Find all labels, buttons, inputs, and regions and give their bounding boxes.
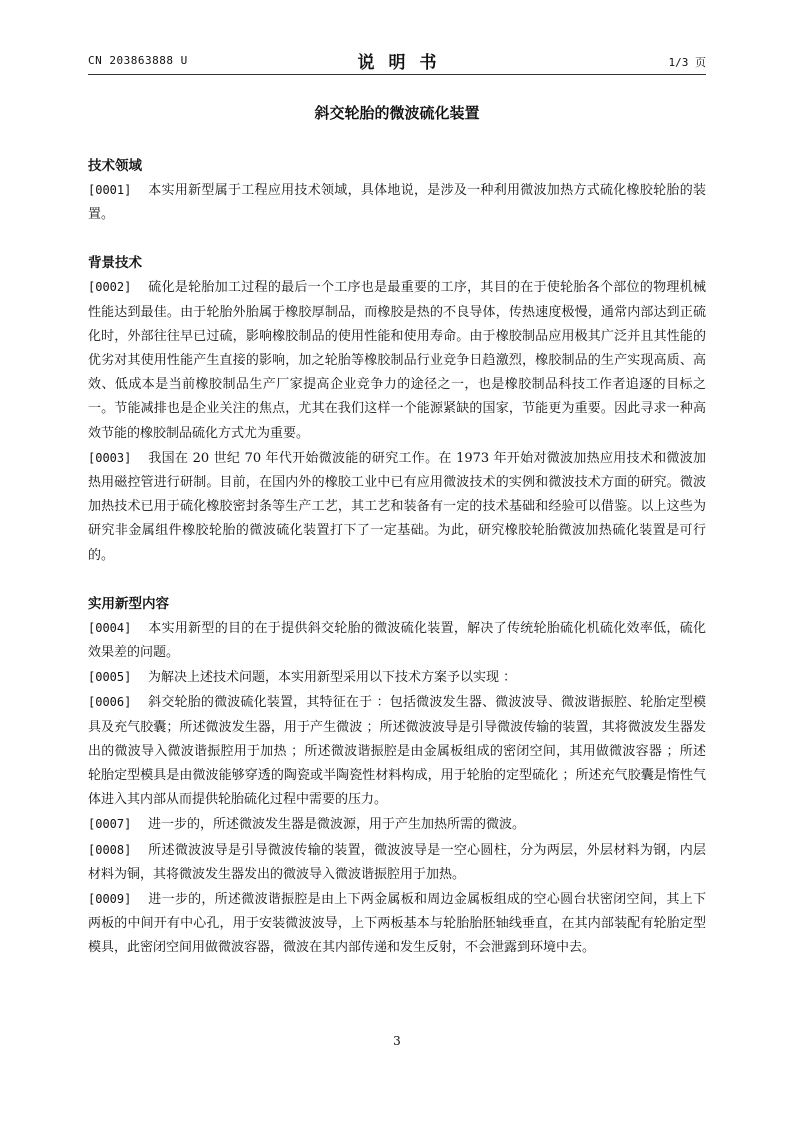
paragraph-text: 我国在 20 世纪 70 年代开始微波能的研究工作。在 1973 年开始对微波加热应用技术和微波加热用磁控管进行研制。目前，在国内外的橡胶工业中已有应用微波技术的实例和微波技术方面的研究。微波加热技术已用于硫化橡胶密封条等生产工艺，其工艺和装备有一定的技术基础和经验可以借鉴。以上这些为研究非金属组件橡胶轮胎的微波硫化装置打下了一定基础。为此，研究橡胶轮胎微波加热硫化装置是可行的。 [88,450,706,563]
paragraph-number: [0006] [88,695,132,710]
paragraph [88,887,706,961]
paragraph [88,838,706,887]
paragraph-number: [0007] [88,817,132,832]
paragraph [88,690,706,812]
paragraph-number: [0001] [88,183,132,197]
paragraph [88,446,706,568]
paragraph-number: [0008] [88,842,132,857]
paragraph-number: [0002] [88,280,132,295]
paragraph-number: [0003] [88,450,132,465]
page-indicator: 1/3 页 [668,56,706,69]
section-background [88,251,706,567]
paragraph-text: 进一步的，所述微波谐振腔是由上下两金属板和周边金属板组成的空心圆台状密闭空间，其上下两板的中间开有中心孔，用于安装微波波导，上下两板基本与轮胎胎胚轴线垂直，在其内部装配有轮胎定型模具，此密闭空间用做微波容器，微波在其内部传递和发生反射，不会泄露到环境中去。 [88,892,706,956]
paragraph-text: 硫化是轮胎加工过程的最后一个工序也是最重要的工序，其目的在于使轮胎各个部位的物理机械性能达到最佳。由于轮胎外胎属于橡胶厚制品，而橡胶是热的不良导体，传热速度极慢，通常内部达到正硫化时，外部往往早已过硫，影响橡胶制品的使用性能和使用寿命。由于橡胶制品应用极其广泛并且其性能的优劣对其使用性能产生直接的影响，加之轮胎等橡胶制品行业竞争日趋激烈，橡胶制品的生产实现高质、高效、低成本是当前橡胶制品生产厂家提高企业竞争力的途径之一，也是橡胶制品科技工作者追逐的目标之一。节能减排也是企业关注的焦点，尤其在我们这样一个能源紧缺的国家，节能更为重要。因此寻求一种高效节能的橡胶制品硫化方式尤为重要。 [88,280,706,441]
section-utility-model-content [88,592,706,961]
document-body [88,154,706,961]
paragraph-text: 本实用新型的目的在于提供斜交轮胎的微波硫化装置，解决了传统轮胎硫化机硫化效率低，硫化效果差的问题。 [88,620,706,661]
document-type: 说明书 [357,53,451,73]
paragraph-number: [0004] [88,620,132,635]
paragraph [88,275,706,445]
section-heading: 实用新型内容 [88,595,169,612]
header-divider [88,74,706,75]
page-header [88,48,706,72]
paragraph-number: [0009] [88,892,132,907]
section-heading: 背景技术 [88,255,142,272]
section-heading: 技术领域 [88,158,142,174]
paragraph [88,812,706,837]
paragraph-text: 本实用新型属于工程应用技术领域，具体地说，是涉及一种利用微波加热方式硫化橡胶轮胎的装置。 [88,183,706,223]
paragraph-text: 斜交轮胎的微波硫化装置，其特征在于 ：包括微波发生器、微波波导、微波谐振腔、轮胎定型模具及充气胶囊；所述微波发生器，用于产生微波 ；所述微波波导是引导微波传输的装置，其将微波发生器发出的微波导入微波谐振腔用于加热 ；所述微波谐振腔是由金属板组成的密闭空间，其用做微波容器 ；所述轮胎定型模具是由微波能够穿透的陶瓷或半陶瓷性材料构成，用于轮胎的定型硫化 ；所述充气胶囊是惰性气体进入其内部从而提供轮胎硫化过程中需要的压力。 [88,695,706,808]
paragraph-number: [0005] [88,670,132,685]
page-number: 3 [393,1034,401,1048]
paragraph-text: 为解决上述技术问题，本实用新型采用以下技术方案予以实现 ： [148,670,517,686]
patent-number: CN 203863888 U [88,54,188,67]
section-technical-field [88,154,706,227]
document-title: 斜交轮胎的微波硫化装置 [314,104,480,122]
paragraph [88,178,706,227]
paragraph [88,616,706,665]
paragraph-text: 进一步的，所述微波发生器是微波源，用于产生加热所需的微波。 [148,817,526,833]
paragraph [88,665,706,690]
paragraph-text: 所述微波波导是引导微波传输的装置，微波波导是一空心圆柱，分为两层，外层材料为钢，内层材料为铜，其将微波发生器发出的微波导入微波谐振腔用于加热。 [88,842,706,882]
